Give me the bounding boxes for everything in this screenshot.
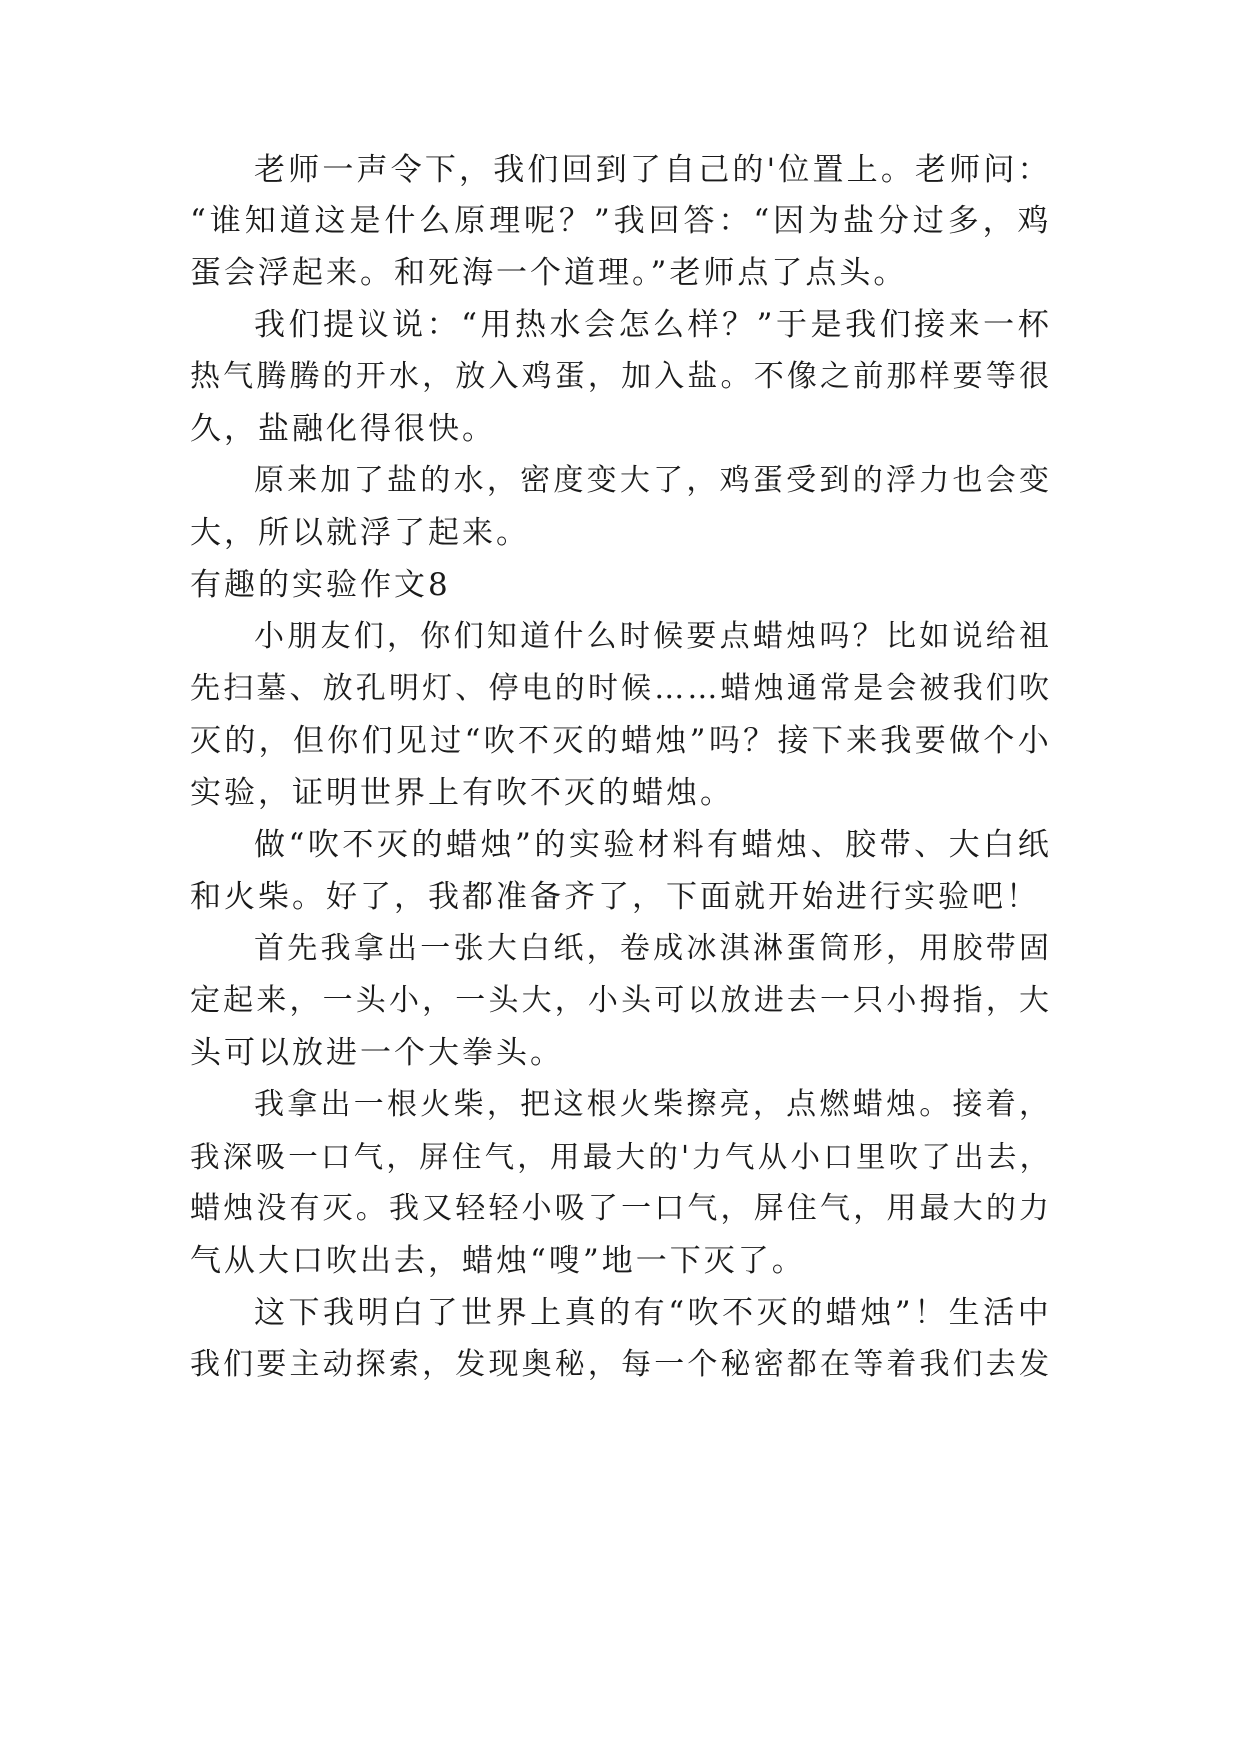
paragraph-line: 小朋友们，你们知道什么时候要点蜡烛吗？比如说给祖 xyxy=(254,619,1053,654)
paragraph-line: 我深吸一口气，屏住气，用最大的'力气从小口里吹了出去， xyxy=(190,1140,1053,1174)
paragraph-line: 做“吹不灭的蜡烛”的实验材料有蜡烛、胶带、大白纸 xyxy=(254,827,1053,863)
paragraph-line: 定起来，一头小，一头大，小头可以放进去一只小拇指，大 xyxy=(190,983,1053,1018)
paragraph-line: 这下我明白了世界上真的有“吹不灭的蜡烛”！生活中 xyxy=(254,1295,1053,1331)
paragraph-line: 热气腾腾的开水，放入鸡蛋，加入盐。不像之前那样要等很 xyxy=(190,359,1053,394)
paragraph-line: 我们提议说：“用热水会怎么样？”于是我们接来一杯 xyxy=(254,307,1053,343)
paragraph-line: 老师一声令下，我们回到了自己的'位置上。老师问： xyxy=(254,152,1052,188)
paragraph-line: “谁知道这是什么原理呢？”我回答：“因为盐分过多，鸡 xyxy=(190,203,1053,239)
paragraph-line: 头可以放进一个大拳头。 xyxy=(190,1035,564,1071)
paragraph-line: 实验，证明世界上有吹不灭的蜡烛。 xyxy=(190,775,734,811)
paragraph-line: 灭的，但你们见过“吹不灭的蜡烛”吗？接下来我要做个小 xyxy=(190,723,1053,759)
paragraph-line: 和火柴。好了，我都准备齐了，下面就开始进行实验吧！ xyxy=(190,879,1040,915)
paragraph-line: 大，所以就浮了起来。 xyxy=(190,515,530,551)
paragraph-line: 先扫墓、放孔明灯、停电的时候……蜡烛通常是会被我们吹 xyxy=(190,671,1053,706)
paragraph-line: 原来加了盐的水，密度变大了，鸡蛋受到的浮力也会变 xyxy=(254,463,1053,498)
paragraph-line: 我拿出一根火柴，把这根火柴擦亮，点燃蜡烛。接着， xyxy=(254,1087,1053,1122)
paragraph-line: 蜡烛没有灭。我又轻轻小吸了一口气，屏住气，用最大的力 xyxy=(190,1191,1053,1226)
section-heading: 有趣的实验作文8 xyxy=(190,567,451,603)
paragraph-line: 首先我拿出一张大白纸，卷成冰淇淋蛋筒形，用胶带固 xyxy=(254,931,1053,966)
paragraph-line: 久，盐融化得很快。 xyxy=(190,411,496,447)
paragraph-line: 气从大口吹出去，蜡烛“嗖”地一下灭了。 xyxy=(190,1243,806,1279)
paragraph-line: 我们要主动探索，发现奥秘，每一个秘密都在等着我们去发 xyxy=(190,1347,1053,1382)
paragraph-line: 蛋会浮起来。和死海一个道理。”老师点了点头。 xyxy=(190,255,908,291)
